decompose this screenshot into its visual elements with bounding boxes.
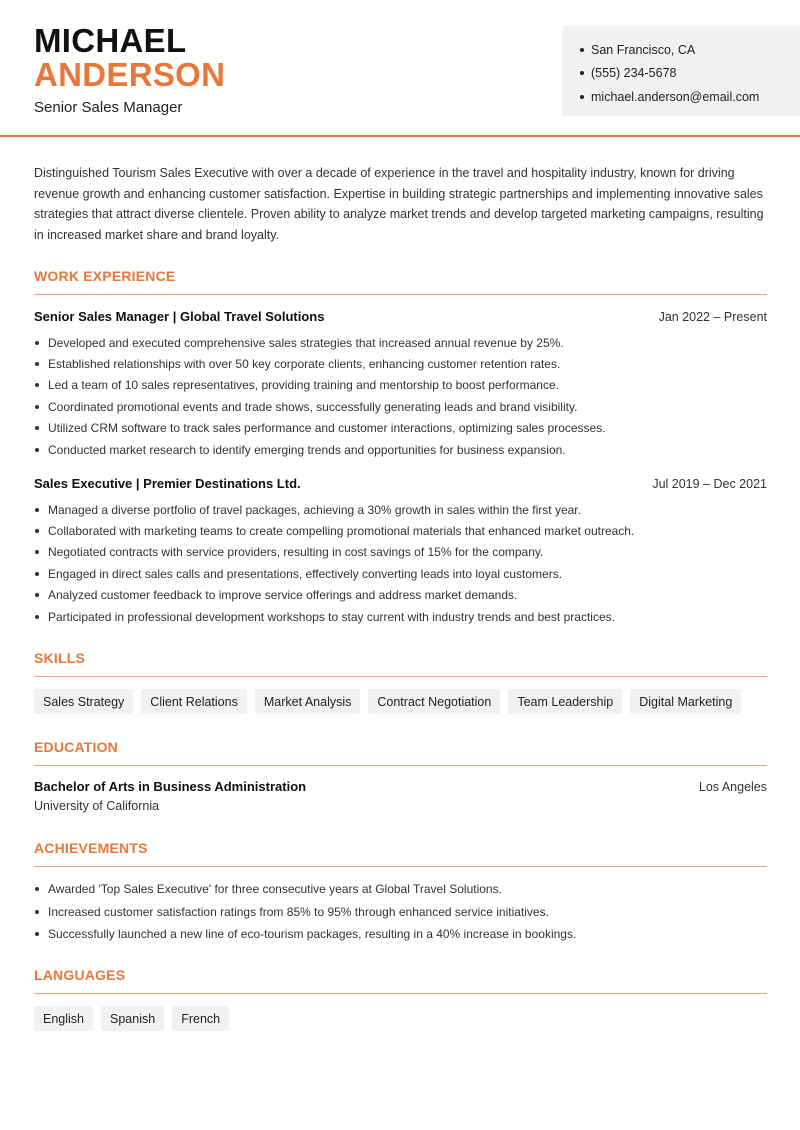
education-header xyxy=(34,779,767,794)
section-divider xyxy=(34,765,767,766)
job-bullets xyxy=(34,499,767,627)
list-item xyxy=(34,901,767,924)
skill-tag: Team Leadership xyxy=(508,689,622,714)
job-role: Sales Executive | Premier Destinations Ltd. xyxy=(34,476,301,491)
job-header xyxy=(34,476,767,491)
phone-text: (555) 234-5678 xyxy=(591,66,677,81)
bullet-text: Utilized CRM software to track sales performance and customer interactions, optimizing sales processes. xyxy=(48,421,606,436)
job-dates: Jul 2019 – Dec 2021 xyxy=(652,476,767,491)
achievements-list xyxy=(34,878,767,946)
section-title-languages: LANGUAGES xyxy=(34,967,126,983)
bullet-icon xyxy=(35,405,39,409)
languages-list xyxy=(34,1006,229,1031)
section-title-education: EDUCATION xyxy=(34,739,118,755)
contact-email xyxy=(580,85,800,109)
bullet-icon xyxy=(35,341,39,345)
list-item xyxy=(34,585,767,606)
bullet-icon xyxy=(580,71,584,75)
contact-box xyxy=(562,26,800,116)
education-school: University of California xyxy=(34,799,160,813)
section-title-achievements: ACHIEVEMENTS xyxy=(34,840,148,856)
bullet-text: Coordinated promotional events and trade shows, successfully generating leads and brand visibility. xyxy=(48,399,578,414)
skill-tag: Market Analysis xyxy=(255,689,361,714)
section-title-experience: WORK EXPERIENCE xyxy=(34,268,176,284)
bullet-icon xyxy=(35,362,39,366)
bullet-icon xyxy=(35,932,39,936)
first-name: MICHAEL xyxy=(34,22,187,59)
contact-location xyxy=(580,38,800,62)
section-divider xyxy=(34,866,767,867)
bullet-icon xyxy=(35,887,39,891)
bullet-icon xyxy=(35,426,39,430)
language-tag: Spanish xyxy=(101,1006,164,1031)
bullet-text: Awarded 'Top Sales Executive' for three consecutive years at Global Travel Solutions. xyxy=(48,882,502,897)
bullet-icon xyxy=(35,593,39,597)
list-item xyxy=(34,353,767,374)
bullet-text: Successfully launched a new line of eco-tourism packages, resulting in a 40% increase in bookings. xyxy=(48,927,577,942)
skill-tag: Contract Negotiation xyxy=(368,689,500,714)
section-divider xyxy=(34,676,767,677)
list-item xyxy=(34,878,767,901)
list-item xyxy=(34,563,767,584)
job-dates: Jan 2022 – Present xyxy=(658,309,767,324)
bullet-text: Managed a diverse portfolio of travel packages, achieving a 30% growth in sales within the first year. xyxy=(48,502,581,517)
list-item xyxy=(34,375,767,396)
last-name: ANDERSON xyxy=(34,56,226,93)
list-item xyxy=(34,439,767,460)
bullet-icon xyxy=(35,910,39,914)
bullet-text: Conducted market research to identify emerging trends and opportunities for business expansion. xyxy=(48,442,566,457)
bullet-text: Collaborated with marketing teams to create compelling promotional materials that enhanced market outreach. xyxy=(48,524,635,539)
bullet-text: Negotiated contracts with service providers, resulting in cost savings of 15% for the company. xyxy=(48,545,544,560)
section-divider xyxy=(34,993,767,994)
section-title-skills: SKILLS xyxy=(34,650,85,666)
section-divider xyxy=(34,294,767,295)
bullet-text: Participated in professional development workshops to stay current with industry trends and best practices. xyxy=(48,609,615,624)
job-bullets xyxy=(34,332,767,460)
language-tag: French xyxy=(172,1006,229,1031)
bullet-text: Developed and executed comprehensive sales strategies that increased annual revenue by 25%. xyxy=(48,335,564,350)
bullet-icon xyxy=(35,508,39,512)
summary-paragraph: Distinguished Tourism Sales Executive with over a decade of experience in the travel and hospitality industry, known for driving revenue growth and enhancing customer satisfaction. Expertise in building strategic partnerships and implementing innovative sales strategies that attract diverse clientele. Proven ability to analyze market trends and develop targeted marketing campaigns, resulting in increased market share and brand loyalty. xyxy=(34,166,764,243)
skills-list xyxy=(34,689,741,714)
bullet-text: Increased customer satisfaction ratings from 85% to 95% through enhanced service initiatives. xyxy=(48,904,549,919)
bullet-icon xyxy=(35,383,39,387)
job-role: Senior Sales Manager | Global Travel Solutions xyxy=(34,309,325,324)
skill-tag: Sales Strategy xyxy=(34,689,133,714)
bullet-icon xyxy=(580,95,584,99)
list-item xyxy=(34,332,767,353)
list-item xyxy=(34,923,767,946)
bullet-icon xyxy=(35,448,39,452)
bullet-text: Engaged in direct sales calls and presentations, effectively converting leads into loyal customers. xyxy=(48,566,563,581)
list-item xyxy=(34,520,767,541)
list-item xyxy=(34,542,767,563)
location-text: San Francisco, CA xyxy=(591,42,696,57)
bullet-icon xyxy=(35,615,39,619)
list-item xyxy=(34,499,767,520)
skill-tag: Digital Marketing xyxy=(630,689,741,714)
bullet-icon xyxy=(35,529,39,533)
job-title: Senior Sales Manager xyxy=(34,99,183,116)
bullet-text: Established relationships with over 50 key corporate clients, enhancing customer retention rates. xyxy=(48,357,561,372)
education-degree: Bachelor of Arts in Business Administration xyxy=(34,779,307,794)
bullet-text: Led a team of 10 sales representatives, providing training and mentorship to boost performance. xyxy=(48,378,559,393)
list-item xyxy=(34,396,767,417)
bullet-icon xyxy=(580,48,584,52)
list-item xyxy=(34,606,767,627)
list-item xyxy=(34,418,767,439)
email-text: michael.anderson@email.com xyxy=(591,89,760,104)
job-header xyxy=(34,309,767,324)
resume-header xyxy=(0,0,800,137)
bullet-text: Analyzed customer feedback to improve service offerings and address market demands. xyxy=(48,588,518,603)
bullet-icon xyxy=(35,572,39,576)
education-location: Los Angeles xyxy=(698,779,767,794)
skill-tag: Client Relations xyxy=(141,689,247,714)
bullet-icon xyxy=(35,550,39,554)
contact-phone xyxy=(580,62,800,86)
language-tag: English xyxy=(34,1006,93,1031)
